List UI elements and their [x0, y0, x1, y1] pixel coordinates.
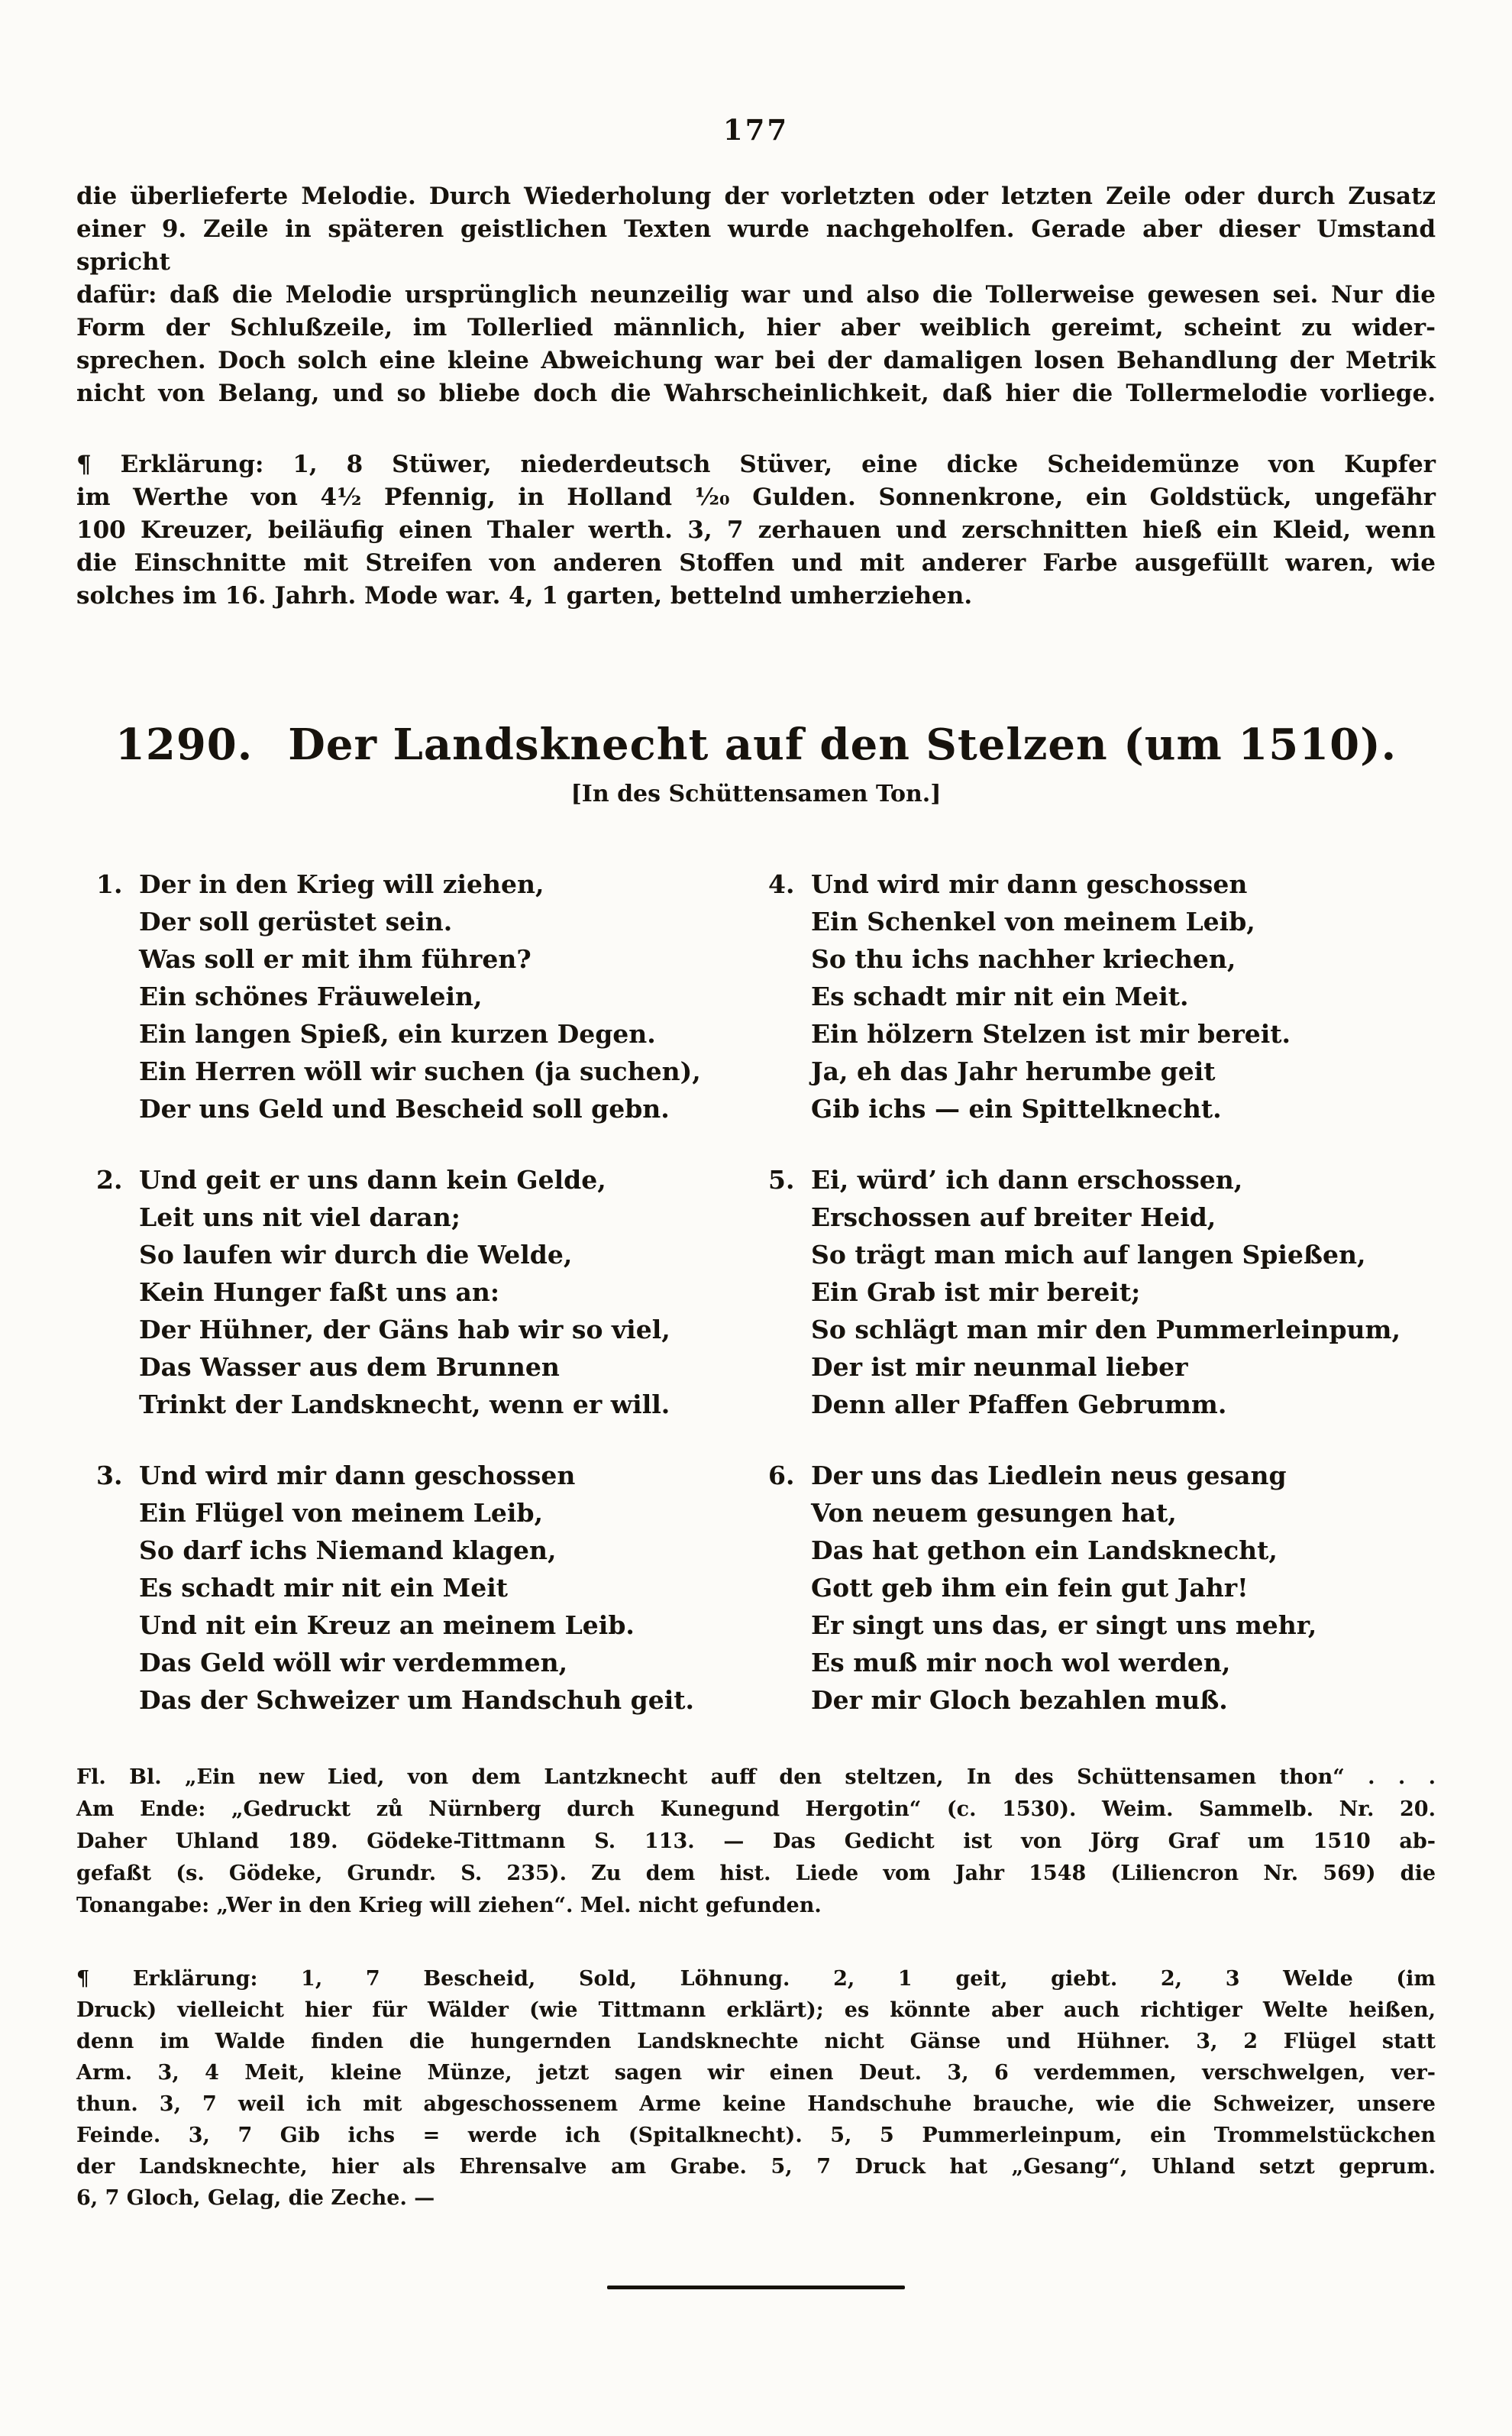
verse-line: Trinkt der Landsknecht, wenn er will. — [139, 1389, 670, 1419]
verse-line: Erschossen auf breiter Heid, — [811, 1202, 1216, 1232]
verse-line: So laufen wir durch die Welde, — [139, 1240, 573, 1270]
verses-column-right — [756, 865, 1436, 1719]
text-line: einer 9. Zeile in späteren geistlichen Texten wurde nachgeholfen. Gerade aber dieser Umstand spricht — [76, 215, 1436, 276]
text-line: 6, 7 Gloch, Gelag, die Zeche. — — [76, 2186, 435, 2210]
page-number: 177 — [722, 113, 790, 147]
verse-line: Das Wasser aus dem Brunnen — [139, 1352, 560, 1382]
verse-line: Der uns das Liedlein neus gesang — [811, 1461, 1287, 1490]
verse-lines — [811, 865, 1436, 1127]
verse — [768, 865, 1436, 1127]
verse-number: 3. — [96, 1461, 123, 1490]
text-line: nicht von Belang, und so bliebe doch die Wahrscheinlichkeit, daß hier die Tollermelodie vorliege. — [76, 380, 1436, 407]
verse — [768, 1457, 1436, 1719]
verse-line: Was soll er mit ihm führen? — [139, 944, 531, 974]
verse-line: Ein Herren wöll wir suchen (ja suchen), — [139, 1056, 701, 1086]
verse-line: Denn aller Pfaffen Gebrumm. — [811, 1389, 1227, 1419]
verse-line: Der soll gerüstet sein. — [139, 907, 453, 937]
verse-line: So darf ichs Niemand klagen, — [139, 1535, 557, 1565]
text-line: Fl. Bl. „Ein new Lied, von dem Lantzknecht auff den steltzen, In des Schüttensamen thon“ . . . — [76, 1765, 1436, 1789]
verse-lines — [139, 1457, 722, 1719]
song-title — [76, 720, 1436, 770]
verse-line: Ein Grab ist mir bereit; — [811, 1277, 1141, 1307]
verse-lines — [811, 1457, 1436, 1719]
verse-lines — [139, 865, 722, 1127]
end-rule — [607, 2286, 905, 2289]
verse — [96, 1457, 722, 1719]
verse-line: Der in den Krieg will ziehen, — [139, 869, 544, 899]
verse-line: Ein hölzern Stelzen ist mir bereit. — [811, 1019, 1291, 1049]
verse-line: Von neuem gesungen hat, — [811, 1498, 1177, 1528]
text-line: thun. 3, 7 weil ich mit abgeschossenem Arme keine Handschuhe brauche, wie die Schweizer, unsere — [76, 2092, 1436, 2116]
intro-paragraph — [76, 180, 1436, 410]
verse-number: 6. — [768, 1461, 795, 1490]
verse-number: 1. — [96, 869, 123, 899]
verses-column-left — [76, 865, 756, 1719]
verse-line: Ein schönes Fräuwelein, — [139, 982, 483, 1011]
verse-line: Und wird mir dann geschossen — [811, 869, 1248, 899]
verse-line: Der ist mir neunmal lieber — [811, 1352, 1188, 1382]
verse-line: Der mir Gloch bezahlen muß. — [811, 1685, 1228, 1715]
text-line: 100 Kreuzer, beiläufig einen Thaler werth. 3, 7 zerhauen und zerschnitten hieß ein Kleid, wenn — [76, 516, 1436, 544]
song-number: 1290. — [115, 720, 254, 770]
text-line: im Werthe von 4½ Pfennig, in Holland ¹⁄₂₀ Gulden. Sonnenkrone, ein Goldstück, ungefähr — [76, 484, 1436, 511]
verse-line: Leit uns nit viel daran; — [139, 1202, 460, 1232]
text-line: der Landsknechte, hier als Ehrensalve am Grabe. 5, 7 Druck hat „Gesang“, Uhland setzt geprum. — [76, 2155, 1436, 2179]
verse-lines — [811, 1161, 1436, 1423]
text-line: sprechen. Doch solch eine kleine Abweichung war bei der damaligen losen Behandlung der Metrik — [76, 347, 1436, 374]
verse-line: Es schadt mir nit ein Meit. — [811, 982, 1189, 1011]
verse — [96, 865, 722, 1127]
verse-line: So trägt man mich auf langen Spießen, — [811, 1240, 1366, 1270]
verse-number: 4. — [768, 869, 795, 899]
verse-line: Gott geb ihm ein fein gut Jahr! — [811, 1573, 1249, 1603]
text-line: solches im 16. Jahrh. Mode war. 4, 1 garten, bettelnd umherziehen. — [76, 582, 973, 610]
verse-line: Der Hühner, der Gäns hab wir so viel, — [139, 1315, 670, 1344]
verse-line: Und geit er uns dann kein Gelde, — [139, 1165, 606, 1195]
verse-line: Es muß mir noch wol werden, — [811, 1648, 1231, 1677]
source-note-paragraph — [76, 1761, 1436, 1922]
text-line: ¶ Erklärung: 1, 8 Stüwer, niederdeutsch Stüver, eine dicke Scheidemünze von Kupfer — [76, 451, 1436, 478]
verse-line: Es schadt mir nit ein Meit — [139, 1573, 508, 1603]
verse-line: Ei, würd’ ich dann erschossen, — [811, 1165, 1243, 1195]
verse-lines — [139, 1161, 722, 1423]
verse-line: Ein Flügel von meinem Leib, — [139, 1498, 544, 1528]
text-line: Tonangabe: „Wer in den Krieg will ziehen“. Mel. nicht gefunden. — [76, 1894, 822, 1917]
verse-line: Der uns Geld und Bescheid soll gebn. — [139, 1094, 670, 1124]
text-line: denn im Walde finden die hungernden Landsknechte nicht Gänse und Hühner. 3, 2 Flügel statt — [76, 2030, 1436, 2053]
verse-line: Kein Hunger faßt uns an: — [139, 1277, 500, 1307]
text-line: die Einschnitte mit Streifen von anderen Stoffen und mit anderer Farbe ausgefüllt waren, wie — [76, 549, 1436, 577]
explanation-1-paragraph — [76, 448, 1436, 613]
text-line: ¶ Erklärung: 1, 7 Bescheid, Sold, Löhnung. 2, 1 geit, giebt. 2, 3 Welde (im — [76, 1967, 1436, 1991]
text-line: Form der Schlußzeile, im Tollerlied männlich, hier aber weiblich gereimt, scheint zu wider- — [76, 314, 1436, 341]
text-line: Arm. 3, 4 Meit, kleine Münze, jetzt sagen wir einen Deut. 3, 6 verdemmen, verschwelgen, ver- — [76, 2061, 1436, 2085]
text-line: Druck) vielleicht hier für Wälder (wie Tittmann erklärt); es könnte aber auch richtiger Welte heißen, — [76, 1998, 1436, 2022]
text-line: gefaßt (s. Gödeke, Grundr. S. 235). Zu dem hist. Liede vom Jahr 1548 (Liliencron Nr. 569) die — [76, 1862, 1436, 1885]
verses-section — [76, 865, 1436, 1719]
verse-line: Und nit ein Kreuz an meinem Leib. — [139, 1610, 635, 1640]
verse-line: Ja, eh das Jahr herumbe geit — [811, 1056, 1216, 1086]
text-line: die überlieferte Melodie. Durch Wiederholung der vorletzten oder letzten Zeile oder durch Zusatz — [76, 183, 1436, 210]
verse-line: Ein langen Spieß, ein kurzen Degen. — [139, 1019, 656, 1049]
verse-line: Das der Schweizer um Handschuh geit. — [139, 1685, 694, 1715]
verse-line: So thu ichs nachher kriechen, — [811, 944, 1236, 974]
verse-line: Das hat gethon ein Landsknecht, — [811, 1535, 1278, 1565]
text-line: Daher Uhland 189. Gödeke-Tittmann S. 113. — Das Gedicht ist von Jörg Graf um 1510 ab- — [76, 1829, 1436, 1853]
text-line: Feinde. 3, 7 Gib ichs = werde ich (Spitalknecht). 5, 5 Pummerleinpum, ein Trommelstückchen — [76, 2124, 1436, 2147]
verse — [768, 1161, 1436, 1423]
text-line: Am Ende: „Gedruckt zů Nürnberg durch Kunegund Hergotin“ (c. 1530). Weim. Sammelb. Nr. 20. — [76, 1797, 1436, 1821]
verse-line: Das Geld wöll wir verdemmen, — [139, 1648, 568, 1677]
verse-line: So schlägt man mir den Pummerleinpum, — [811, 1315, 1401, 1344]
tone-note: [In des Schüttensamen Ton.] — [570, 781, 942, 807]
explanation-2-paragraph — [76, 1963, 1436, 2214]
verse-number: 5. — [768, 1165, 795, 1195]
text-line: dafür: daß die Melodie ursprünglich neunzeilig war und also die Tollerweise gewesen sei. Nur die — [76, 281, 1436, 309]
verse — [96, 1161, 722, 1423]
verse-line: Gib ichs — ein Spittelknecht. — [811, 1094, 1222, 1124]
verse-line: Er singt uns das, er singt uns mehr, — [811, 1610, 1317, 1640]
verse-number: 2. — [96, 1165, 123, 1195]
verse-line: Und wird mir dann geschossen — [139, 1461, 576, 1490]
song-title-text: Der Landsknecht auf den Stelzen (um 1510). — [288, 720, 1397, 770]
verse-line: Ein Schenkel von meinem Leib, — [811, 907, 1255, 937]
